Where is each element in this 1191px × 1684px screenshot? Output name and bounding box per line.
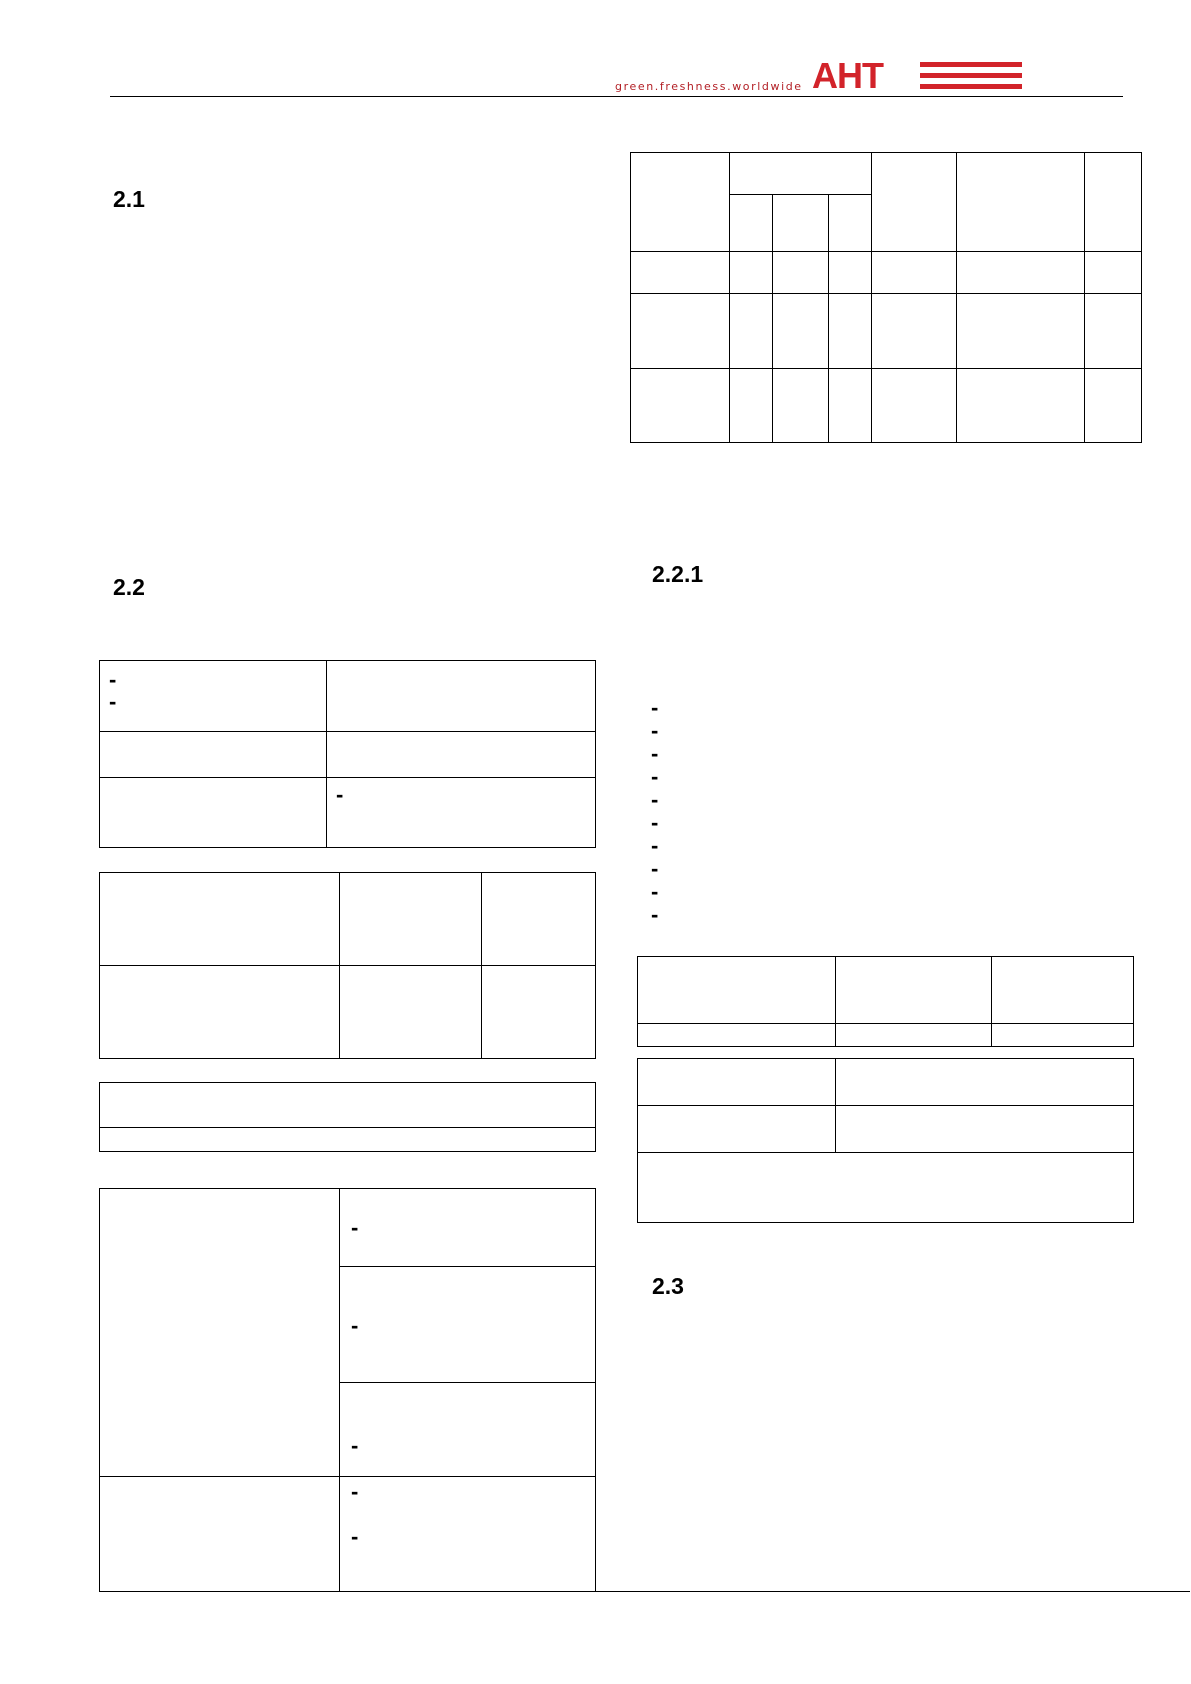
list-dash: - <box>109 667 117 692</box>
section-heading-2-1: 2.1 <box>113 186 145 212</box>
table-cell <box>772 293 829 369</box>
table-cell <box>99 731 327 778</box>
table-cell <box>871 293 957 369</box>
list-dash: - <box>351 1524 359 1549</box>
table-cell <box>99 1127 596 1152</box>
table-cell <box>729 293 773 369</box>
table-cell <box>481 872 596 966</box>
table-cell <box>729 368 773 443</box>
table-cell <box>99 1082 596 1128</box>
table-cell <box>1084 368 1142 443</box>
table-cell <box>871 152 957 252</box>
list-item: - <box>651 741 659 766</box>
table-cell <box>339 872 482 966</box>
table-cell <box>99 1188 340 1477</box>
table-cell <box>1084 152 1142 252</box>
header-rule <box>110 96 1123 97</box>
table-cell <box>1084 293 1142 369</box>
section-heading-2-3: 2.3 <box>652 1273 684 1299</box>
list-item: - <box>651 718 659 743</box>
table-cell <box>956 368 1085 443</box>
list-dash: - <box>351 1215 359 1240</box>
table-cell <box>729 251 773 294</box>
table-cell <box>99 660 327 732</box>
list-item: - <box>651 787 659 812</box>
aht-logo: AHT <box>812 55 883 96</box>
table-cell <box>326 777 596 848</box>
list-item: - <box>651 833 659 858</box>
table-cell <box>637 956 836 1024</box>
table-cell <box>871 368 957 443</box>
table-cell <box>956 251 1085 294</box>
table-cell <box>637 1058 836 1106</box>
table-cell <box>339 1266 596 1383</box>
table-cell <box>991 1023 1134 1047</box>
table-cell <box>99 777 327 848</box>
table-cell <box>339 965 482 1059</box>
list-dash: - <box>109 689 117 714</box>
table-cell <box>99 965 340 1059</box>
table-cell <box>1084 251 1142 294</box>
table-cell <box>729 194 773 252</box>
table-cell <box>339 1476 596 1592</box>
table-cell <box>339 1188 596 1267</box>
table-cell <box>339 1382 596 1477</box>
list-item: - <box>651 764 659 789</box>
logo-stripe <box>920 73 1022 78</box>
table-cell <box>326 731 596 778</box>
table-cell <box>828 368 872 443</box>
logo-stripe <box>920 62 1022 67</box>
table-cell <box>637 1023 836 1047</box>
list-item: - <box>651 695 659 720</box>
table-cell <box>772 194 829 252</box>
table-cell <box>835 1058 1134 1106</box>
table-cell <box>630 251 730 294</box>
table-cell <box>828 251 872 294</box>
list-item: - <box>651 856 659 881</box>
list-dash: - <box>336 782 344 807</box>
table-cell <box>326 660 596 732</box>
table-cell <box>637 1105 836 1153</box>
list-dash: - <box>351 1433 359 1458</box>
table-cell <box>99 1476 340 1592</box>
logo-stripe <box>920 84 1022 89</box>
table-cell <box>828 194 872 252</box>
list-dash: - <box>351 1313 359 1338</box>
list-item: - <box>651 879 659 904</box>
company-tagline: green.freshness.worldwide <box>615 80 803 93</box>
table-cell <box>835 1105 1134 1153</box>
list-dash: - <box>351 1479 359 1504</box>
table-cell <box>637 1152 1134 1223</box>
table-cell <box>630 152 730 252</box>
list-item: - <box>651 902 659 927</box>
table-cell <box>481 965 596 1059</box>
table-cell <box>630 293 730 369</box>
table-cell <box>991 956 1134 1024</box>
section-heading-2-2-1: 2.2.1 <box>652 561 704 587</box>
table-cell <box>772 251 829 294</box>
list-item: - <box>651 810 659 835</box>
table-cell <box>729 152 872 195</box>
table-cell <box>871 251 957 294</box>
section-heading-2-2: 2.2 <box>113 574 145 600</box>
table-cell <box>956 293 1085 369</box>
table-cell <box>835 1023 992 1047</box>
table-cell <box>835 956 992 1024</box>
table-cell <box>630 368 730 443</box>
table-cell <box>828 293 872 369</box>
table-cell <box>956 152 1085 252</box>
table-cell <box>772 368 829 443</box>
table-cell <box>99 872 340 966</box>
footer-rule <box>110 1591 1190 1592</box>
